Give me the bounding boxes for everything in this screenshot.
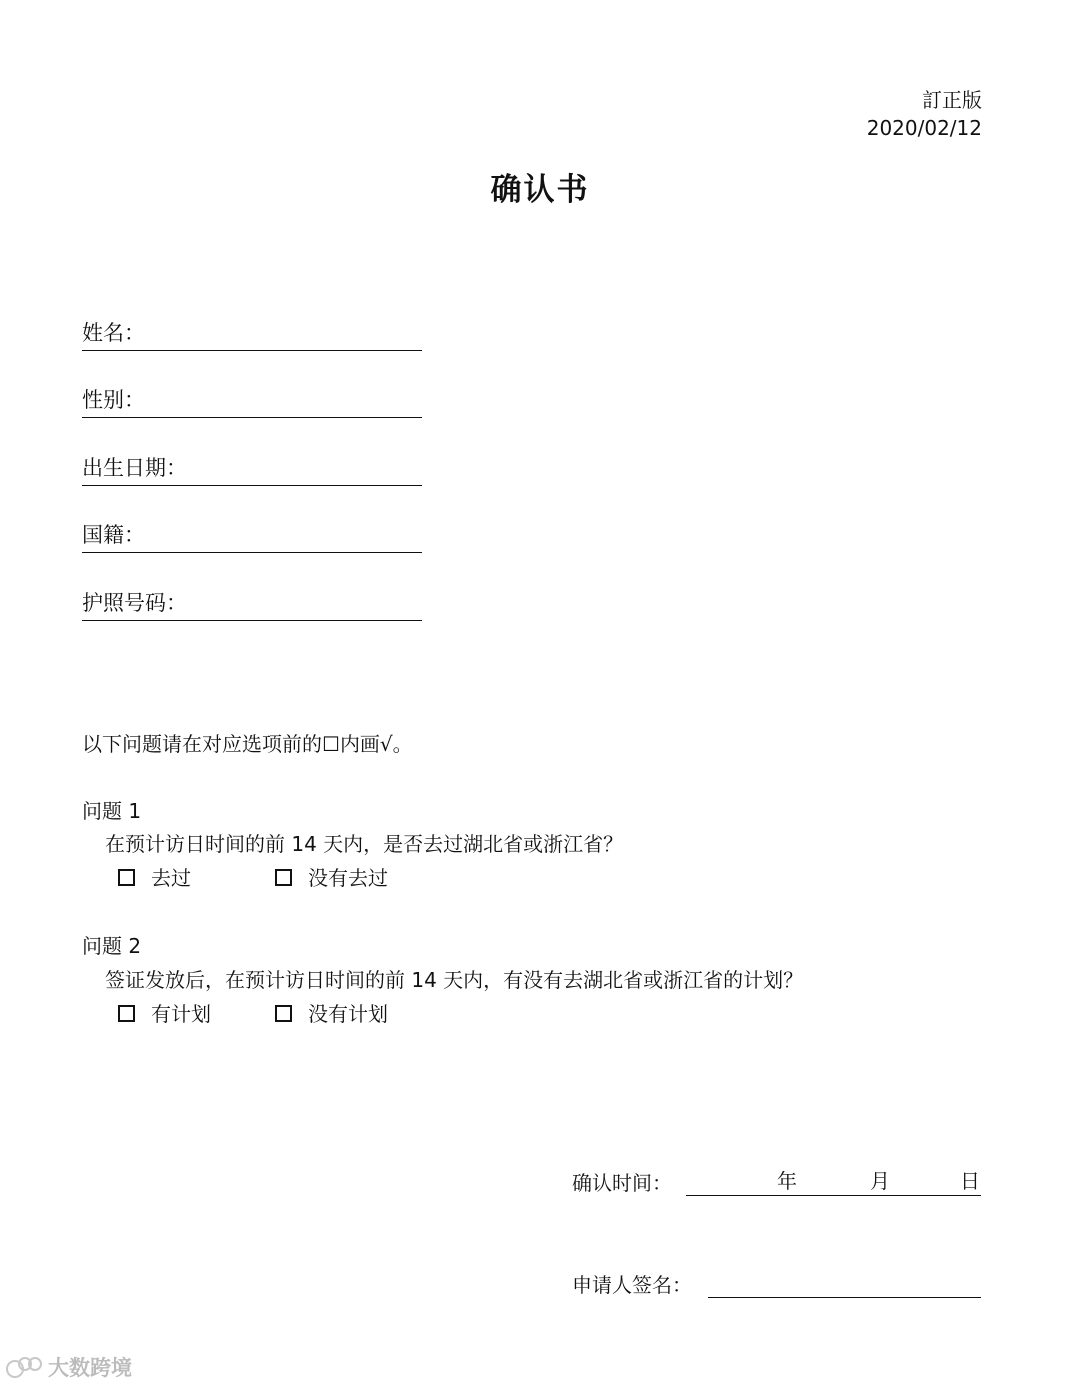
option-label: 没有计划 (308, 1002, 388, 1026)
checkbox-icon[interactable] (118, 869, 135, 886)
signature-label: 申请人签名： (572, 1273, 692, 1297)
gender-field[interactable] (82, 383, 422, 418)
year-label: 年 (777, 1169, 797, 1193)
revision-date: 2020/02/12 (866, 116, 982, 140)
day-label: 日 (960, 1169, 980, 1193)
checkbox-icon[interactable] (275, 869, 292, 886)
confirm-time-field[interactable] (686, 1166, 981, 1196)
revision-label: 訂正版 (922, 88, 982, 112)
name-field-label: 姓名： (82, 321, 145, 345)
watermark-text: 大数跨境 (48, 1356, 132, 1380)
instruction-tail: 内画√。 (339, 732, 413, 756)
signature-field[interactable] (708, 1270, 981, 1298)
question-1-heading: 问题 1 (82, 799, 142, 823)
option-label: 有计划 (151, 1002, 211, 1026)
question-2-option-not-planned[interactable] (275, 999, 388, 1029)
passport-number-field[interactable] (82, 586, 422, 621)
birthdate-field[interactable] (82, 451, 422, 486)
gender-field-label: 性别： (82, 388, 145, 412)
checkbox-icon[interactable] (118, 1005, 135, 1022)
question-2-option-planned[interactable] (118, 999, 211, 1029)
passport-number-field-label: 护照号码： (82, 591, 187, 615)
nationality-field[interactable] (82, 518, 422, 553)
question-1-option-not-visited[interactable] (275, 863, 388, 893)
question-1-option-visited[interactable] (118, 863, 191, 893)
confirm-time-label: 确认时间： (572, 1171, 672, 1195)
option-label: 没有去过 (308, 866, 388, 890)
name-field[interactable] (82, 316, 422, 351)
watermark (6, 1352, 132, 1382)
checkbox-icon[interactable] (275, 1005, 292, 1022)
instruction-lead: 以下问题请在对应选项前的 (82, 732, 322, 756)
instruction-box-glyph: ☐ (322, 732, 340, 756)
instruction-text (82, 729, 413, 759)
question-2-text: 签证发放后，在预计访日时间的前 14 天内，有没有去湖北省或浙江省的计划？ (105, 968, 804, 992)
page-title: 确认书 (490, 172, 590, 208)
question-1-text: 在预计访日时间的前 14 天内，是否去过湖北省或浙江省？ (105, 832, 624, 856)
birthdate-field-label: 出生日期： (82, 456, 187, 480)
question-2-heading: 问题 2 (82, 934, 142, 958)
nationality-field-label: 国籍： (82, 523, 145, 547)
month-label: 月 (870, 1169, 890, 1193)
watermark-logo-icon (6, 1357, 48, 1379)
option-label: 去过 (151, 866, 191, 890)
